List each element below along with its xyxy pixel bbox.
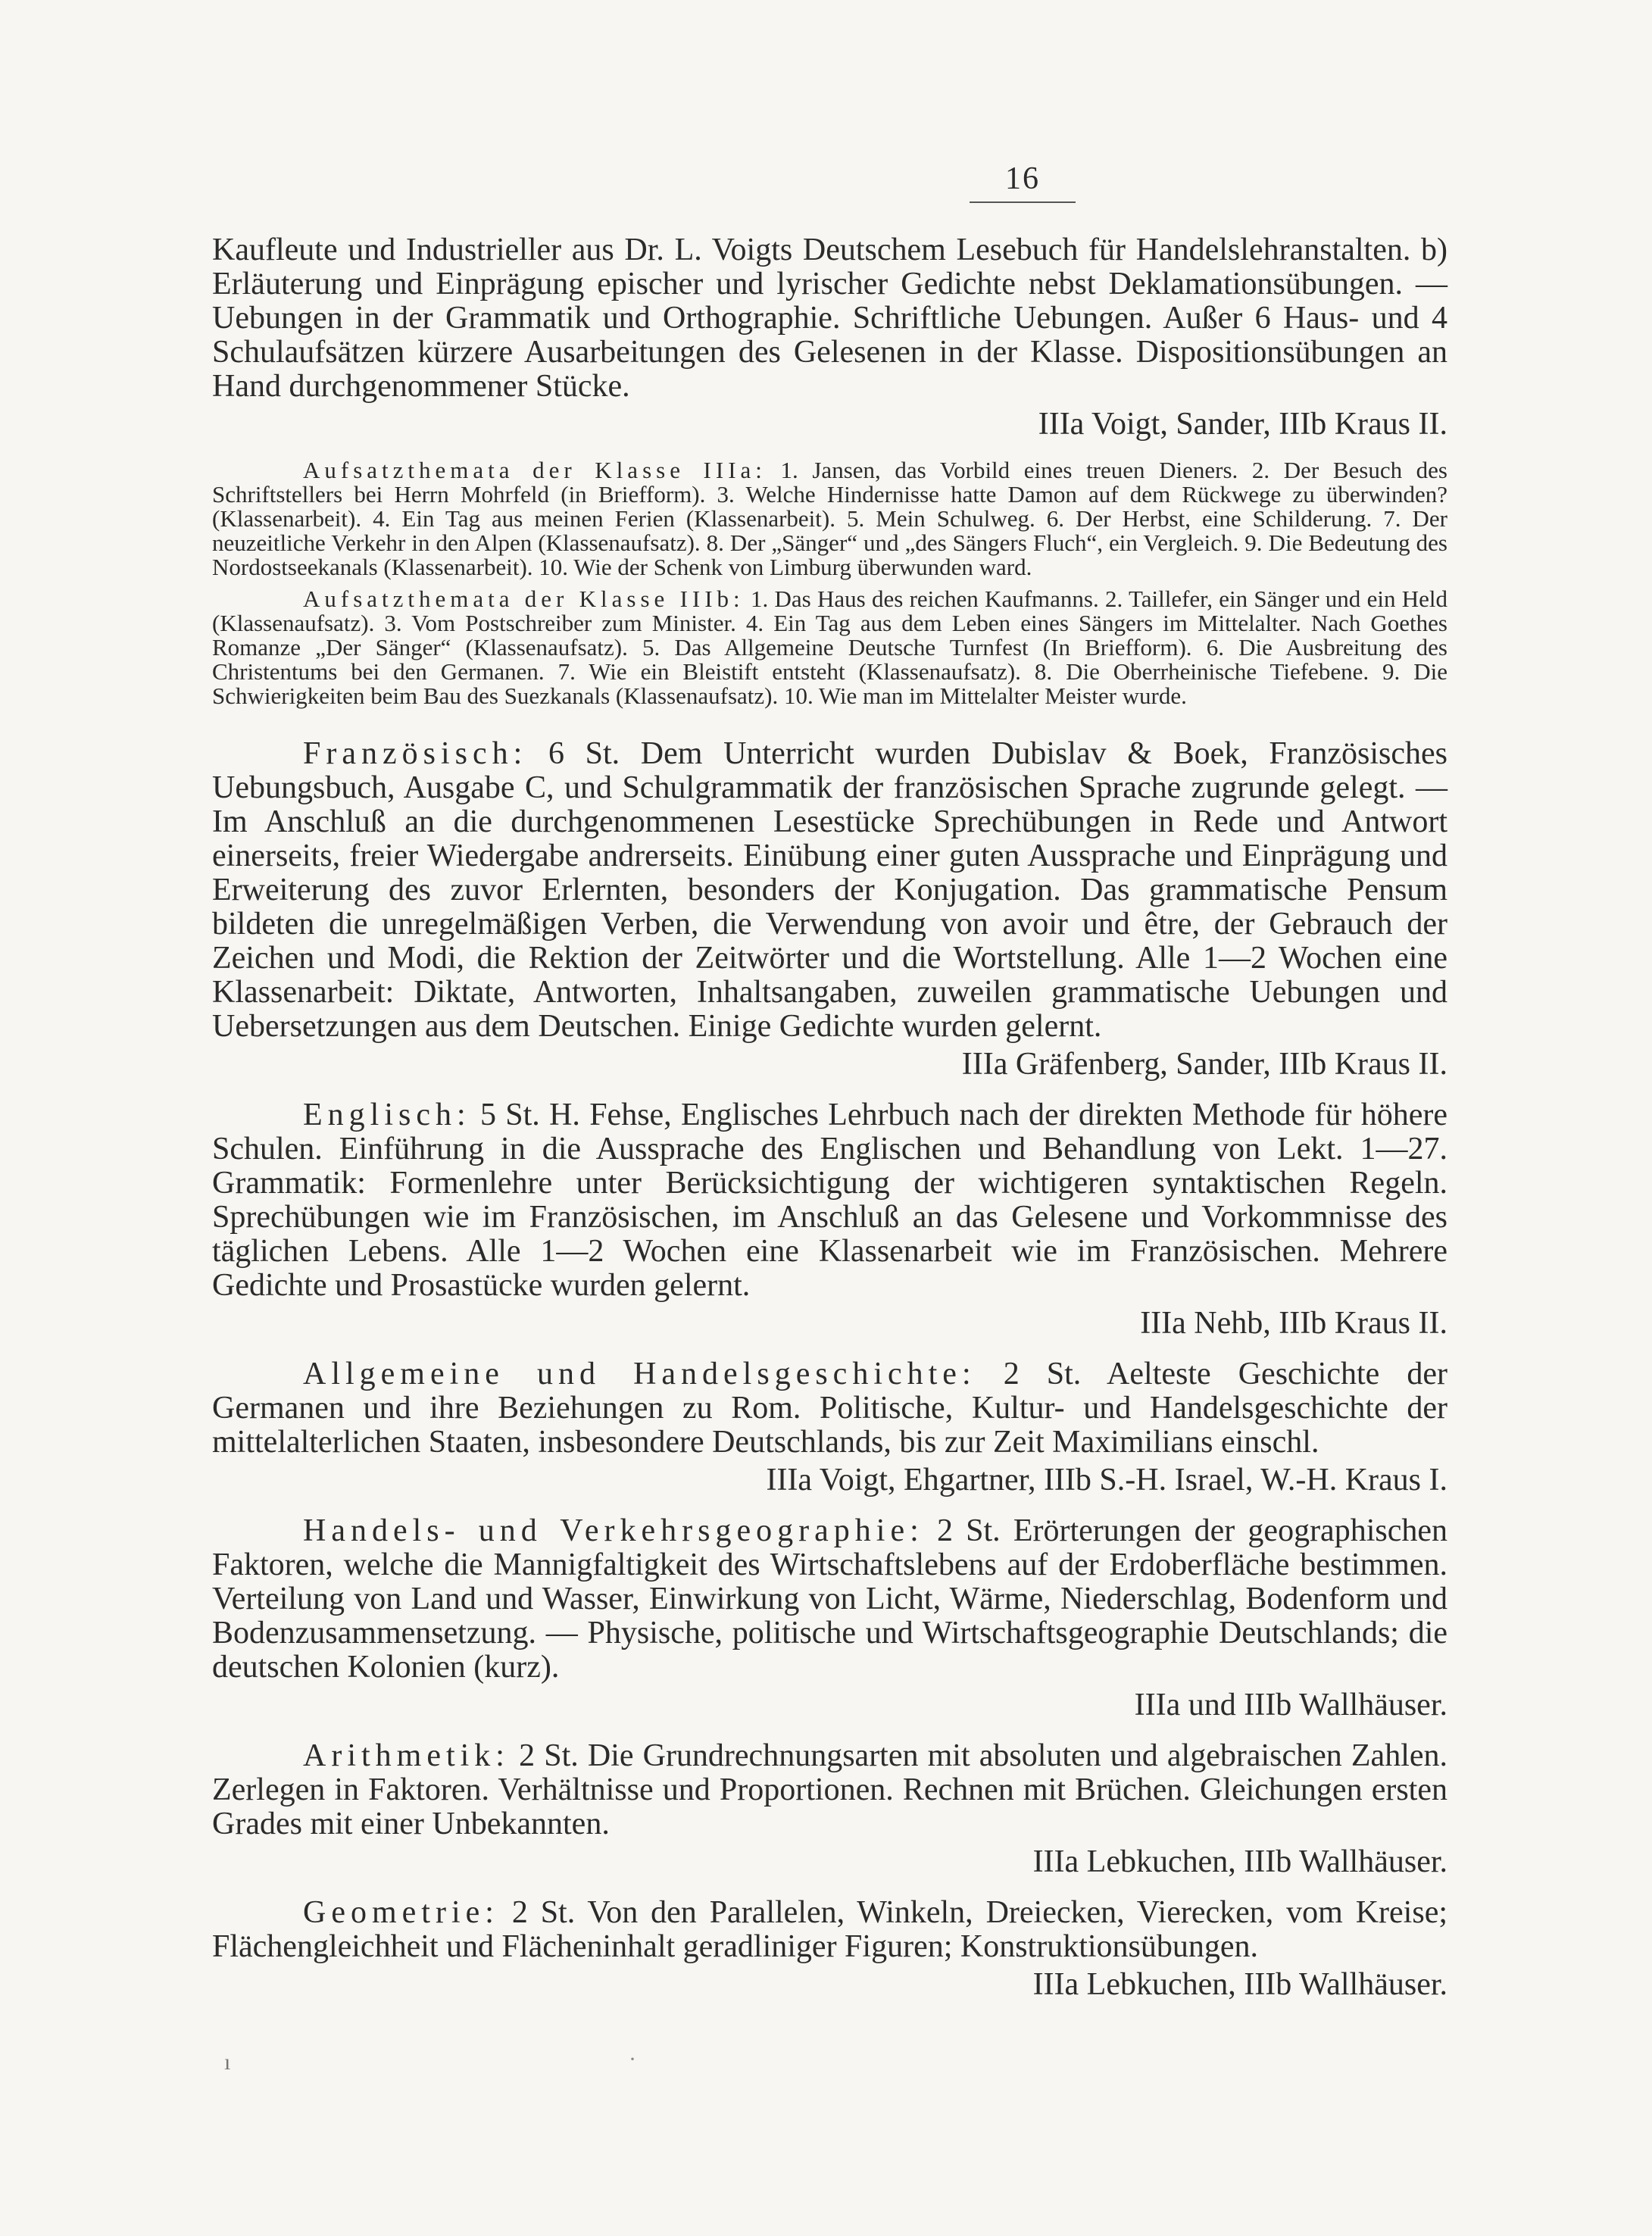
teacher-line: IIIa Voigt, Ehgartner, IIIb S.-H. Israel, W.-H. Kraus I.	[766, 1463, 1447, 1497]
subject-paragraph-geography	[212, 1514, 1447, 1685]
subject-heading: Geometrie:	[303, 1895, 499, 1930]
subject-heading: Arithmetik:	[303, 1738, 510, 1773]
teacher-line: IIIa Voigt, Sander, IIIb Kraus II.	[1038, 407, 1447, 442]
subject-text: 6 St. Dem Unterricht wurden Dubislav & Boek, Französisches Uebungsbuch, Ausgabe C, und Schulgrammatik der französischen Sprache zugrunde gelegt. — Im Anschluß an die durchgenommenen Lesestücke Sprechübungen in Rede und Antwort einerseits, freier Wiedergabe andrerseits. Einübung einer guten Aussprache und Einprägung und Erweiterung des zuvor Erlernten, besonders der Konjugation. Das grammatische Pensum bildeten die unregelmäßigen Verben, die Verwendung von avoir und être, der Gebrauch der Zeichen und Modi, die Rektion der Zeitwörter und die Wortstellung. Alle 1—2 Wochen eine Klassenarbeit: Diktate, Antworten, Inhaltsangaben, zuweilen grammatische Uebungen und Uebersetzungen aus dem Deutschen. Einige Gedichte wurden gelernt.	[212, 736, 1447, 1044]
subject-heading: Handels- und Verkehrsgeographie:	[303, 1513, 924, 1548]
essay-topics-list: 1. Das Haus des reichen Kaufmanns. 2. Taillefer, ein Sänger und ein Held (Klassenaufsatz). 3. Vom Postschreiber zum Minister. 4. Ein Tag aus dem Leben eines Sängers im Mittelalter. Nach Goethes Romanze „Der Sänger“ (Klassenaufsatz). 5. Das Allgemeine Deutsche Turnfest (In Briefform). 6. Die Ausbreitung des Christentums bei den Germanen. 7. Wie ein Bleistift entsteht (Klassenaufsatz). 8. Die Oberrheinische Tiefebene. 9. Die Schwierigkeiten beim Bau des Suezkanals (Klassenaufsatz). 10. Wie man im Mittelalter Meister wurde.	[212, 586, 1447, 709]
teacher-line: IIIa Lebkuchen, IIIb Wallhäuser.	[1032, 1844, 1447, 1879]
german-section-continuation: Kaufleute und Industrieller aus Dr. L. Voigts Deutschem Lesebuch für Handelslehranstalten. b) Erläuterung und Einprägung epischer und lyrischer Gedichte nebst Deklamationsübungen. — Uebungen in der Grammatik und Orthographie. Schriftliche Uebungen. Außer 6 Haus- und 4 Schulaufsätzen kürzere Ausarbeitungen des Gelesenen in der Klasse. Dispositionsübungen an Hand durchgenommener Stücke.	[212, 233, 1447, 404]
subject-heading: Allgemeine und Handelsgeschichte:	[303, 1357, 976, 1391]
subject-paragraph-french	[212, 737, 1447, 1044]
subject-paragraph-history	[212, 1357, 1447, 1460]
subject-text: 2 St. Erörterungen der geographischen Faktoren, welche die Mannigfaltigkeit des Wirtschaftslebens auf der Erdoberfläche bestimmen. Verteilung von Land und Wasser, Einwirkung von Licht, Wärme, Niederschlag, Bodenform und Bodenzusammensetzung. — Physische, politische und Wirtschaftsgeographie Deutschlands; die deutschen Kolonien (kurz).	[212, 1513, 1447, 1685]
subject-text: 2 St. Von den Parallelen, Winkeln, Dreiecken, Vierecken, vom Kreise; Flächengleichheit und Flächeninhalt geradliniger Figuren; Konstruktionsübungen.	[212, 1895, 1448, 1964]
subject-paragraph-english	[212, 1098, 1447, 1303]
subject-heading: Französisch:	[303, 736, 528, 771]
subject-text: 2 St. Die Grundrechnungsarten mit absoluten und algebraischen Zahlen. Zerlegen in Faktoren. Verhältnisse und Proportionen. Rechnen mit Brüchen. Gleichungen ersten Grades mit einer Unbekannten.	[212, 1738, 1448, 1841]
teacher-line: IIIa Gräfenberg, Sander, IIIb Kraus II.	[961, 1047, 1447, 1082]
essay-topics-iiia	[212, 458, 1447, 579]
subject-text: 2 St. Aelteste Geschichte der Germanen und ihre Beziehungen zu Rom. Politische, Kultur- und Handelsgeschichte der mittelalterlichen Staaten, insbesondere Deutschlands, bis zur Zeit Maximilians einschl.	[212, 1357, 1448, 1460]
essay-topics-iiib	[212, 587, 1447, 708]
teacher-line: IIIa Nehb, IIIb Kraus II.	[1140, 1306, 1447, 1341]
subject-paragraph-arithmetic	[212, 1739, 1447, 1841]
essay-topics-heading: Aufsatzthemata der Klasse IIIb:	[303, 586, 745, 612]
subject-paragraph-geometry	[212, 1896, 1447, 1964]
scan-speck: ı	[224, 2050, 231, 2075]
essay-topics-heading: Aufsatzthemata der Klasse IIIa:	[303, 457, 767, 483]
essay-topics-list: 1. Jansen, das Vorbild eines treuen Dieners. 2. Der Besuch des Schriftstellers bei Herrn Mohrfeld (in Briefform). 3. Welche Hindernisse hatte Damon auf dem Rückwege zu überwinden? (Klassenarbeit). 4. Ein Tag aus meinen Ferien (Klassenarbeit). 5. Mein Schulweg. 6. Der Herbst, eine Schilderung. 7. Der neuzeitliche Verkehr in den Alpen (Klassenaufsatz). 8. Der „Sänger“ und „des Sängers Fluch“, ein Vergleich. 9. Die Bedeutung des Nordostseekanals (Klassenarbeit). 10. Wie der Schenk von Limburg überwunden ward.	[212, 457, 1447, 580]
teacher-line: IIIa und IIIb Wallhäuser.	[1134, 1688, 1447, 1722]
subject-text: 5 St. H. Fehse, Englisches Lehrbuch nach der direkten Methode für höhere Schulen. Einführung in die Aussprache des Englischen und Behandlung von Lekt. 1—27. Grammatik: Formenlehre unter Berücksichtigung der wichtigeren syntaktischen Regeln. Sprechübungen wie im Französischen, im Anschluß an das Gelesene und Vorkommnisse des täglichen Lebens. Alle 1—2 Wochen eine Klassenarbeit wie im Französischen. Mehrere Gedichte und Prosastücke wurden gelernt.	[212, 1098, 1447, 1303]
teacher-line: IIIa Lebkuchen, IIIb Wallhäuser.	[1032, 1967, 1447, 2002]
subject-heading: Englisch:	[303, 1098, 471, 1132]
scan-speck: ·	[629, 2047, 636, 2072]
page-number: 16	[970, 161, 1076, 203]
